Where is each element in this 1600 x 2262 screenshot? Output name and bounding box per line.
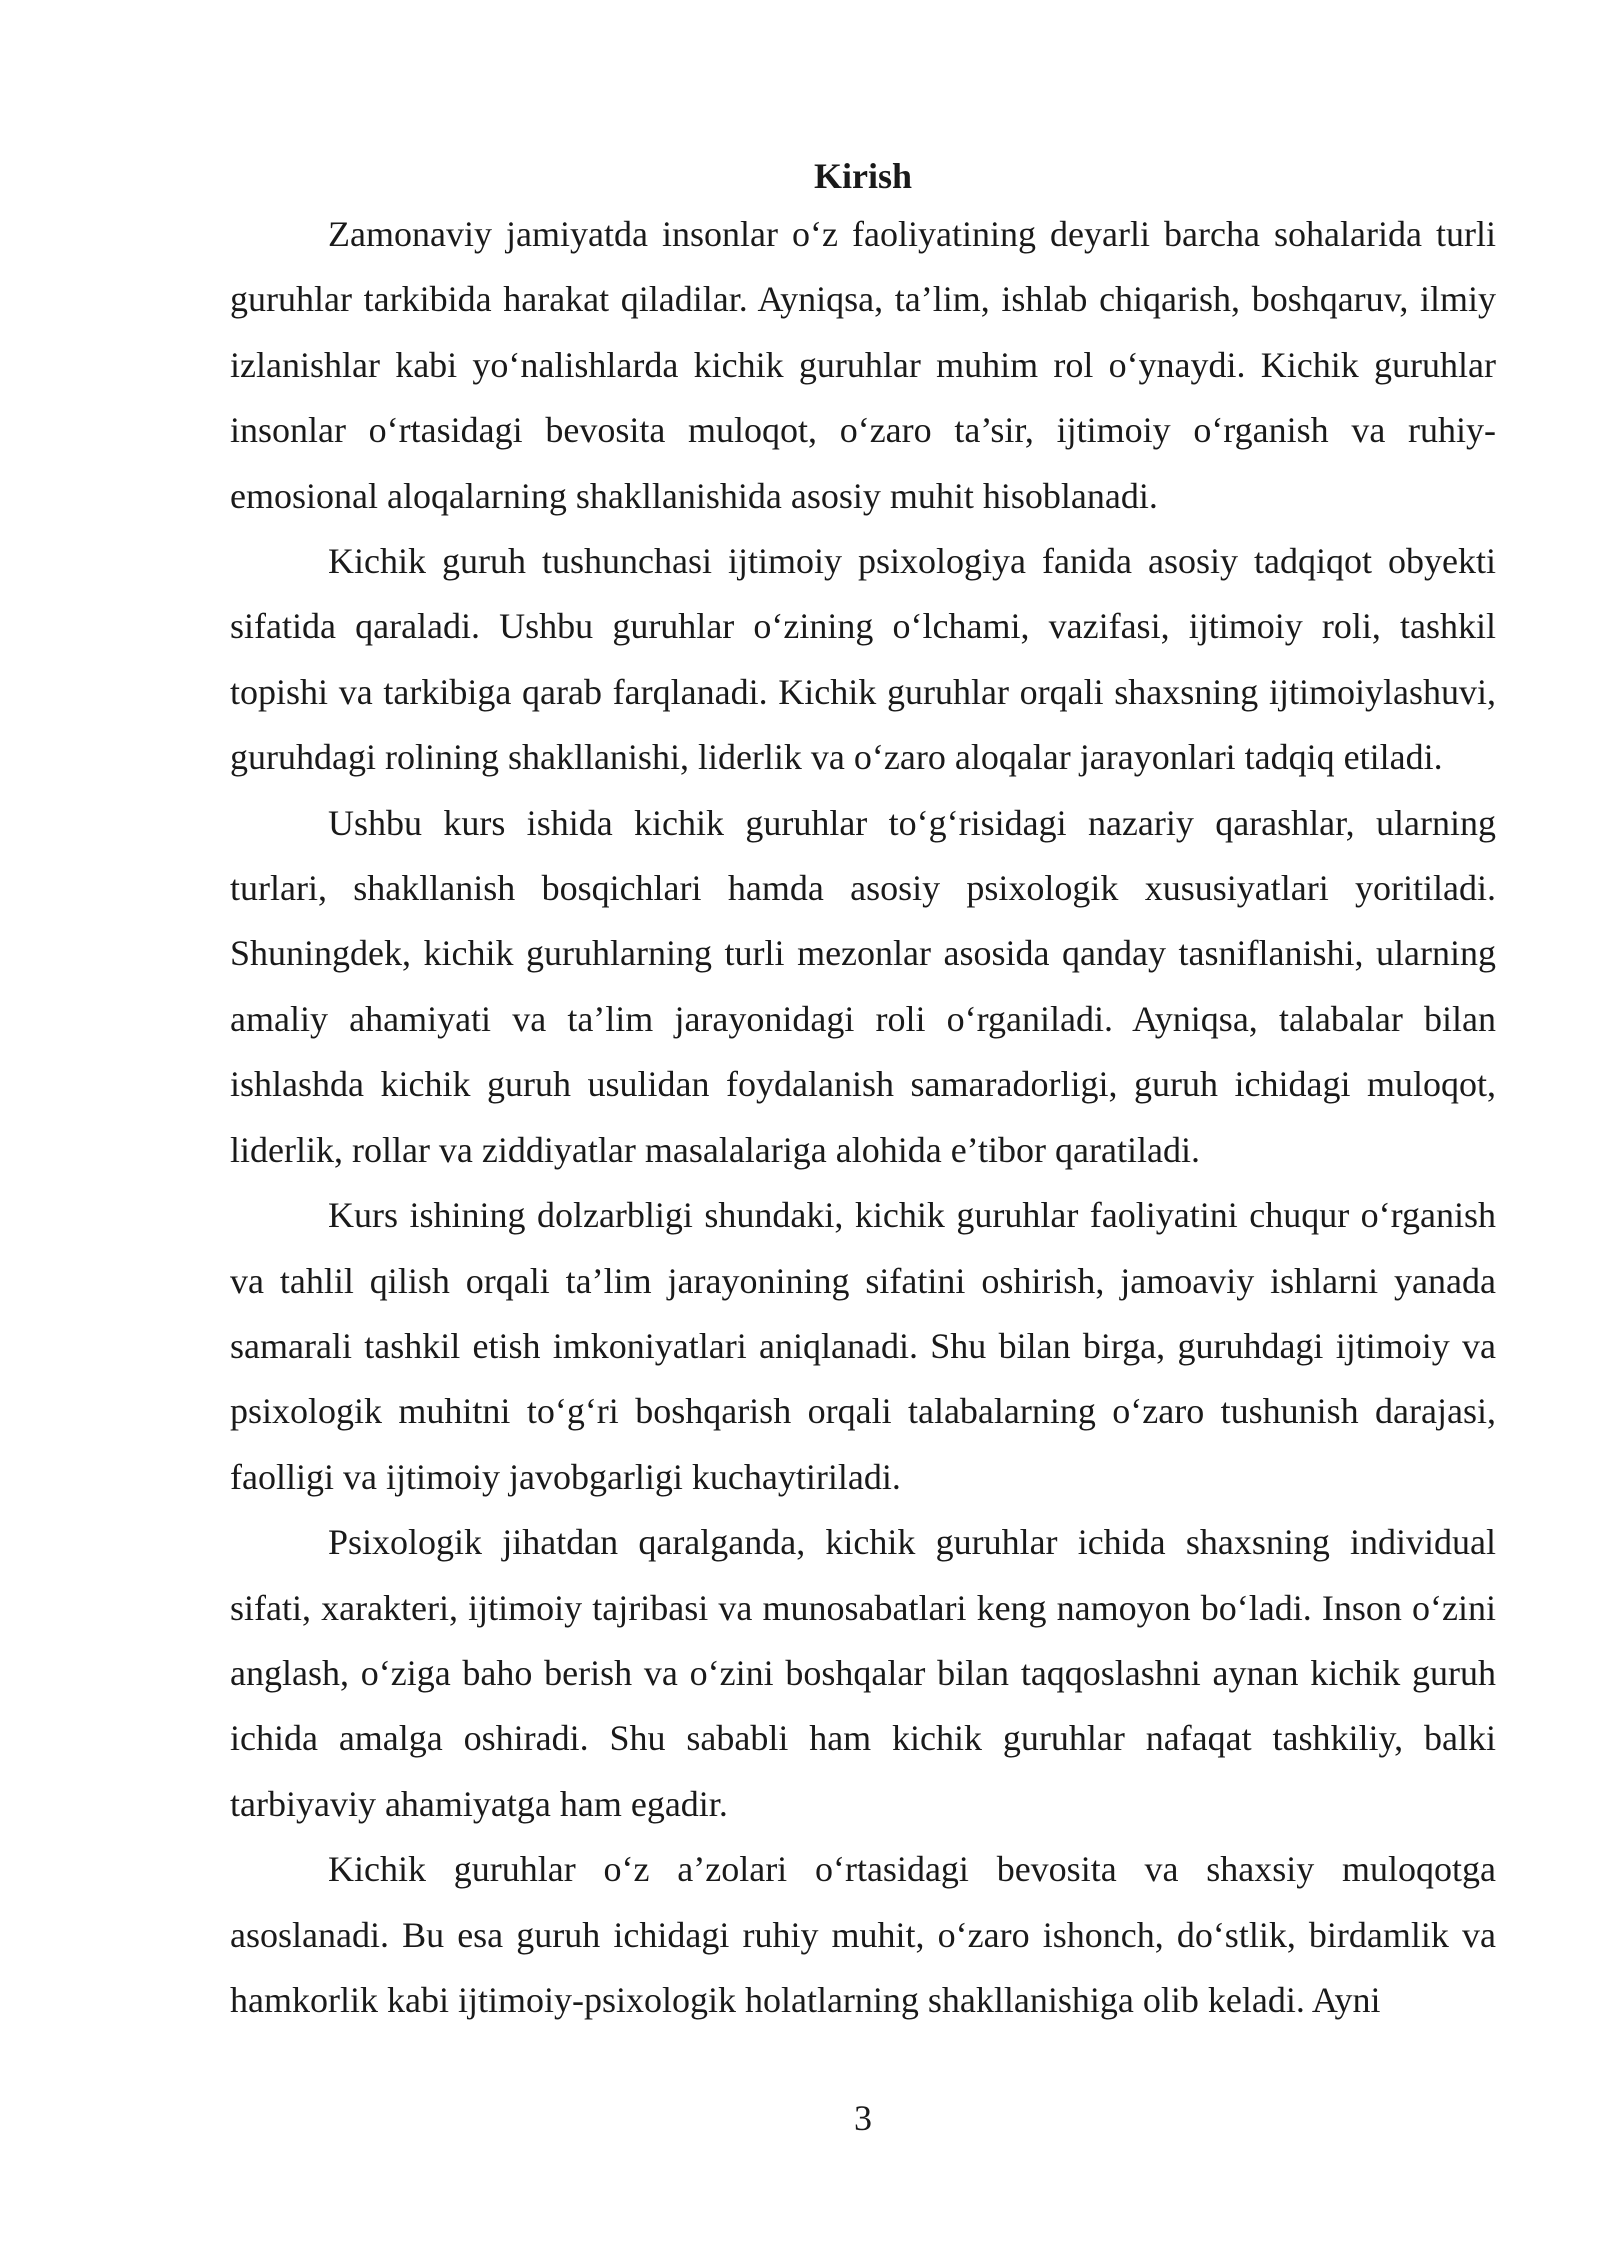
paragraph-2: Kichik guruh tushunchasi ijtimoiy psixologiya fanida asosiy tadqiqot obyekti sifatida qaraladi. Ushbu guruhlar o‘zining o‘lchami, vazifasi, ijtimoiy roli, tashkil topishi va tarkibiga qarab farqlanadi. Kichik guruhlar orqali shaxsning ijtimoiylashuvi, guruhdagi rolining shakllanishi, liderlik va o‘zaro aloqalar jarayonlari tadqiq etiladi. [230, 541, 1496, 778]
paragraph-6: Kichik guruhlar o‘z a’zolari o‘rtasidagi bevosita va shaxsiy muloqotga asoslanadi. Bu esa guruh ichidagi ruhiy muhit, o‘zaro ishonch, do‘stlik, birdamlik va hamkorlik kabi ijtimoiy-psixologik holatlarning shakllanishiga olib keladi. Ayni [230, 1849, 1496, 2020]
paragraph-4: Kurs ishining dolzarbligi shundaki, kichik guruhlar faoliyatini chuqur o‘rganish va tahlil qilish orqali ta’lim jarayonining sifatini oshirish, jamoaviy ishlarni yanada samarali tashkil etish imkoniyatlari aniqlanadi. Shu bilan birga, guruhdagi ijtimoiy va psixologik muhitni to‘g‘ri boshqarish orqali talabalarning o‘zaro tushunish darajasi, faolligi va ijtimoiy javobgarligi kuchaytiriladi. [230, 1195, 1496, 1497]
paragraph-3: Ushbu kurs ishida kichik guruhlar to‘g‘risidagi nazariy qarashlar, ularning turlari, shakllanish bosqichlari hamda asosiy psixologik xususiyatlari yoritiladi. Shuningdek, kichik guruhlarning turli mezonlar asosida qanday tasniflanishi, ularning amaliy ahamiyati va ta’lim jarayonidagi roli o‘rganiladi. Ayniqsa, talabalar bilan ishlashda kichik guruh usulidan foydalanish samaradorligi, guruh ichidagi muloqot, liderlik, rollar va ziddiyatlar masalalariga alohida e’tibor qaratiladi. [230, 802, 1496, 1170]
document-body [230, 150, 1496, 2033]
section-title: Kirish [813, 156, 912, 196]
paragraph-5: Psixologik jihatdan qaralganda, kichik guruhlar ichida shaxsning individual sifati, xarakteri, ijtimoiy tajribasi va munosabatlari keng namoyon bo‘ladi. Inson o‘zini anglash, o‘ziga baho berish va o‘zini boshqalar bilan taqqoslashni aynan kichik guruh ichida amalga oshiradi. Shu sababli ham kichik guruhlar nafaqat tashkiliy, balki tarbiyaviy ahamiyatga ham egadir. [230, 1522, 1496, 1824]
paragraph-1: Zamonaviy jamiyatda insonlar o‘z faoliyatining deyarli barcha sohalarida turli guruhlar tarkibida harakat qiladilar. Ayniqsa, ta’lim, ishlab chiqarish, boshqaruv, ilmiy izlanishlar kabi yo‘nalishlarda kichik guruhlar muhim rol o‘ynaydi. Kichik guruhlar insonlar o‘rtasidagi bevosita muloqot, o‘zaro ta’sir, ijtimoiy o‘rganish va ruhiy-emosional aloqalarning shakllanishida asosiy muhit hisoblanadi. [230, 214, 1496, 516]
page-number: 3 [854, 2098, 872, 2138]
